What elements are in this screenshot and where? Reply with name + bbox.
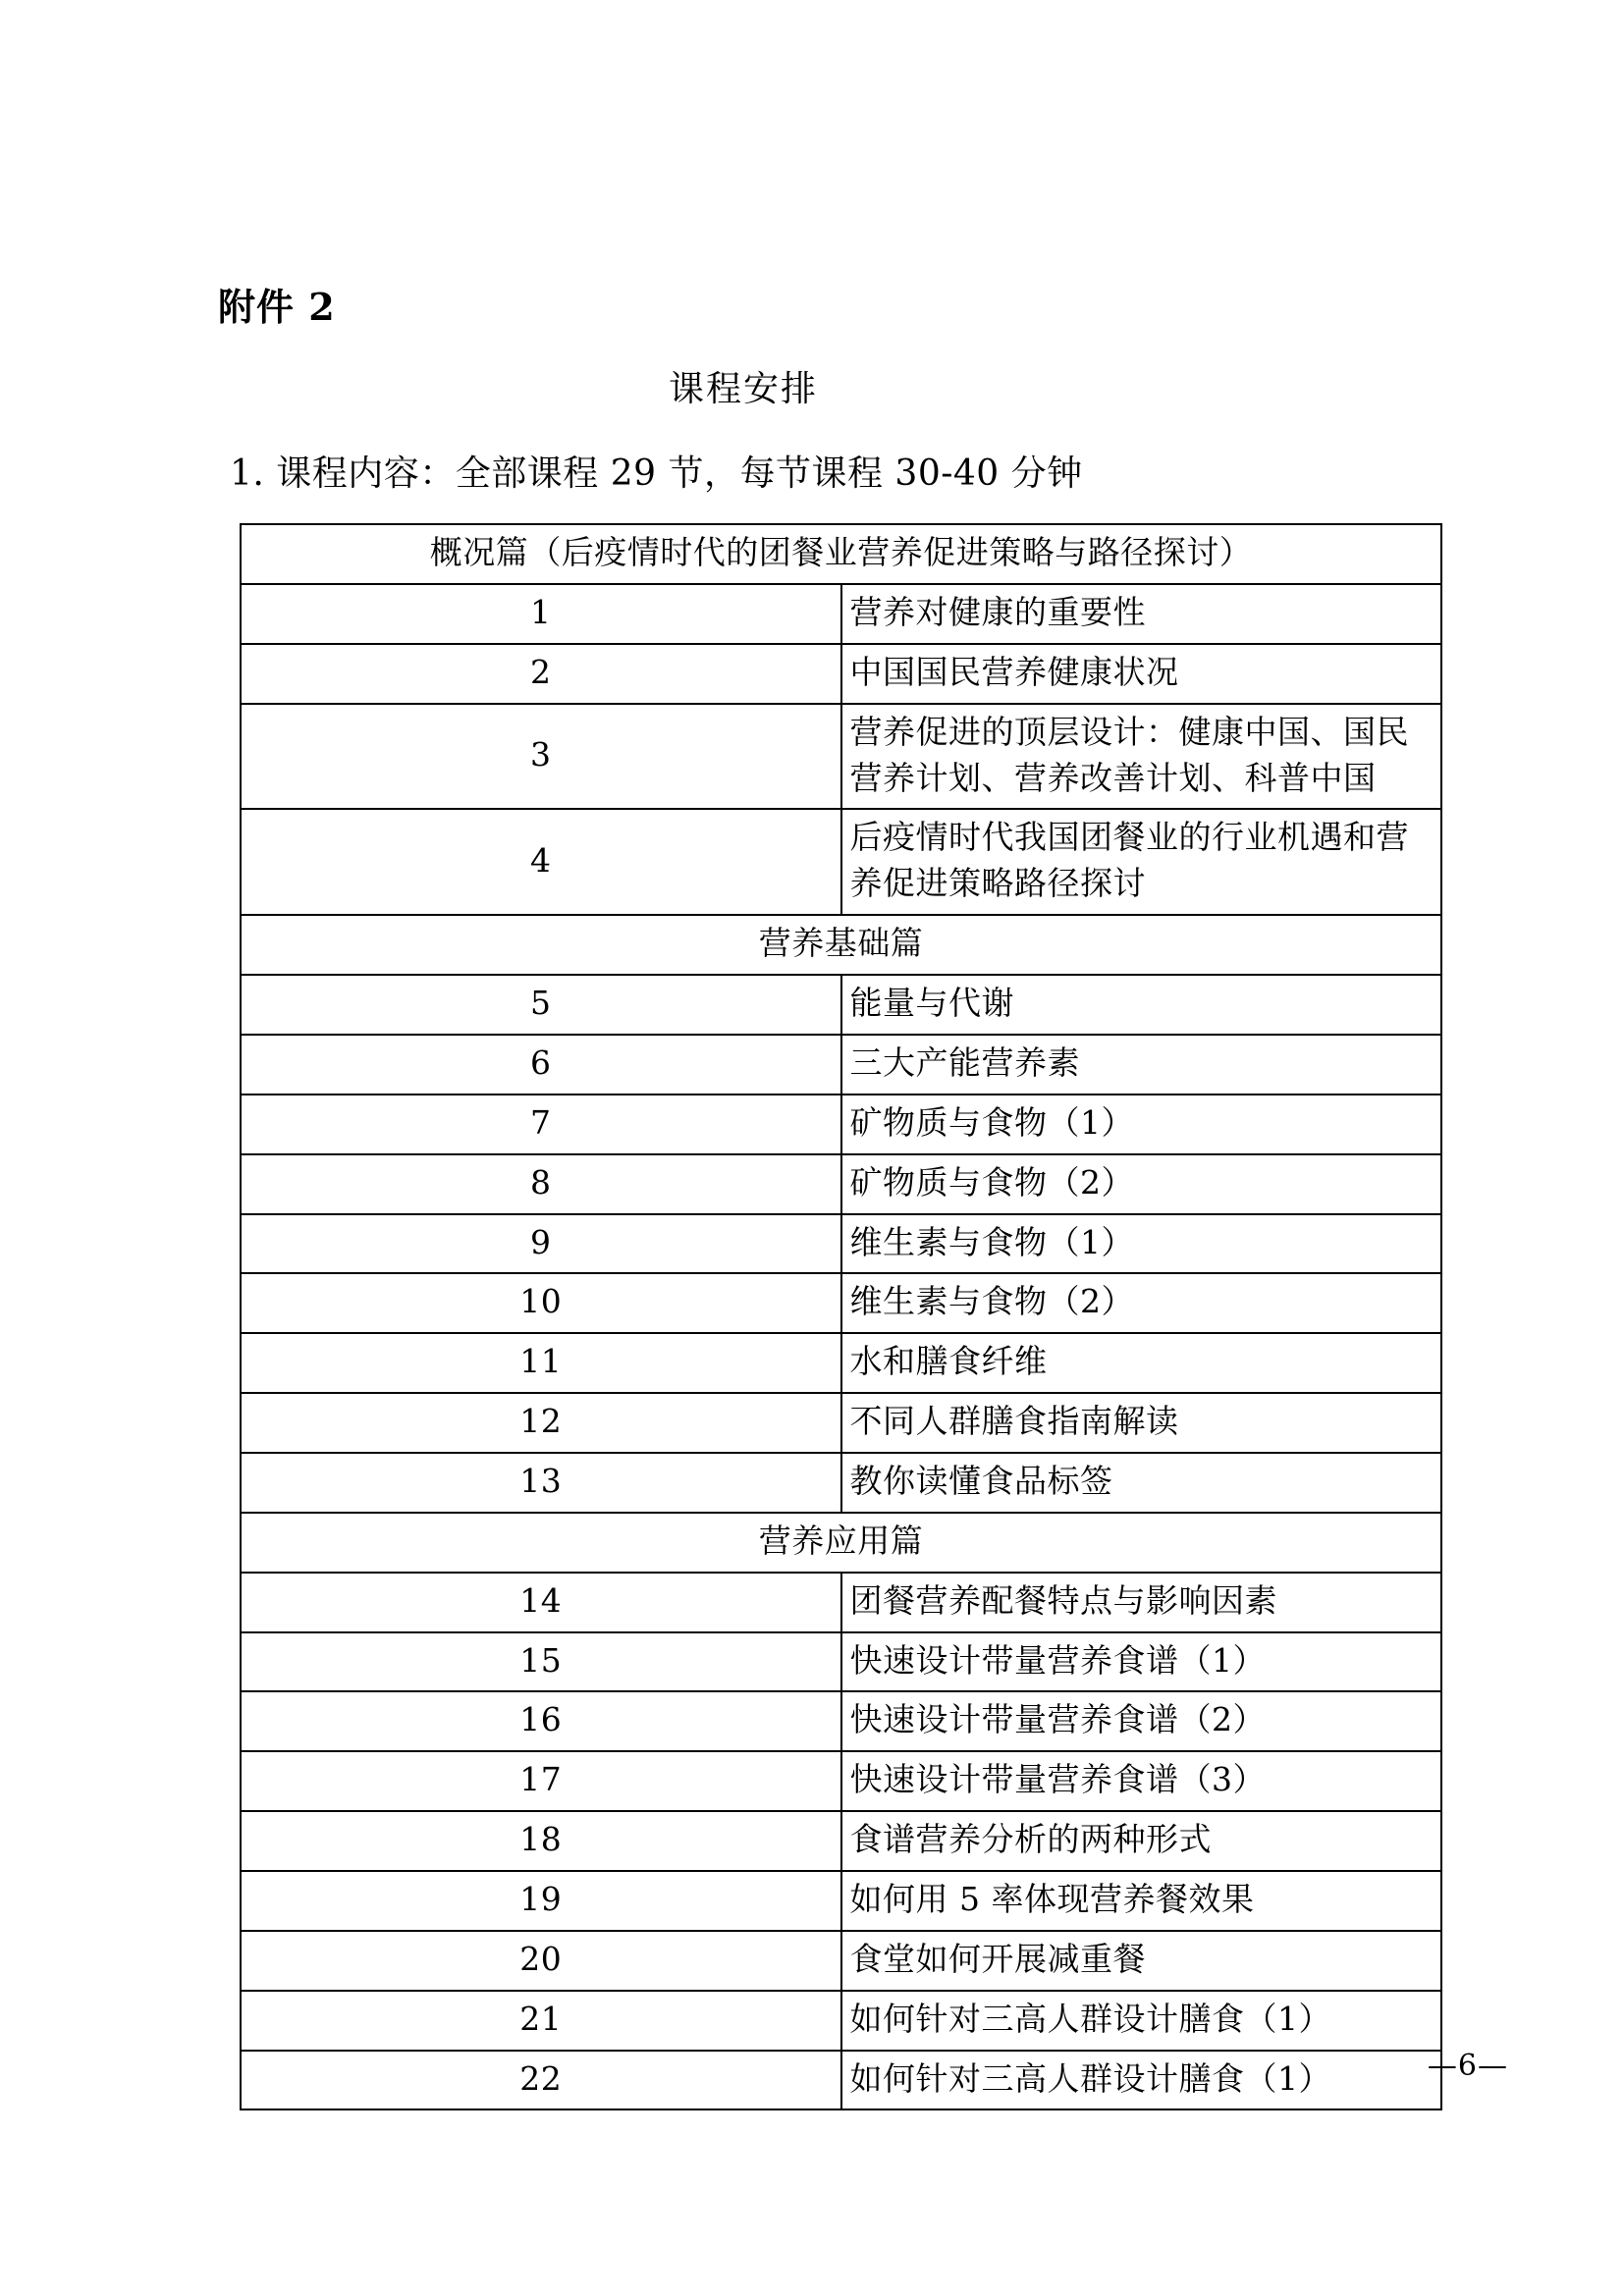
lesson-title-cell: 维生素与食物（1）: [841, 1214, 1442, 1274]
table-row: [241, 1393, 1441, 1453]
lesson-number-cell: 15: [241, 1632, 841, 1692]
section-header-label: 概况篇（后疫情时代的团餐业营养促进策略与路径探讨）: [241, 524, 1441, 584]
table-row: [241, 1333, 1441, 1393]
table-row: [241, 1632, 1441, 1692]
lesson-title-cell: 后疫情时代我国团餐业的行业机遇和营养促进策略路径探讨: [841, 809, 1442, 915]
table-row: [241, 644, 1441, 704]
lesson-title-cell: 水和膳食纤维: [841, 1333, 1442, 1393]
table-row: [241, 1095, 1441, 1154]
table-row: [241, 2051, 1441, 2110]
table-row: [241, 1871, 1441, 1931]
lesson-number-cell: 19: [241, 1871, 841, 1931]
lesson-number-cell: 1: [241, 584, 841, 644]
lesson-title-cell: 矿物质与食物（1）: [841, 1095, 1442, 1154]
course-schedule-table: [240, 523, 1442, 2110]
table-row: [241, 975, 1441, 1035]
lesson-number-cell: 7: [241, 1095, 841, 1154]
lesson-number-cell: 4: [241, 809, 841, 915]
lesson-title-cell: 食谱营养分析的两种形式: [841, 1811, 1442, 1871]
table-row: [241, 1931, 1441, 1991]
lesson-title-cell: 如何针对三高人群设计膳食（1）: [841, 1991, 1442, 2051]
lesson-title-cell: 中国国民营养健康状况: [841, 644, 1442, 704]
lesson-title-cell: 不同人群膳食指南解读: [841, 1393, 1442, 1453]
course-table-body: [241, 524, 1441, 2109]
section-header-label: 营养应用篇: [241, 1513, 1441, 1573]
table-row: [241, 1154, 1441, 1214]
lesson-number-cell: 16: [241, 1691, 841, 1751]
lesson-number-cell: 21: [241, 1991, 841, 2051]
lesson-number-cell: 5: [241, 975, 841, 1035]
section-header-label: 营养基础篇: [241, 915, 1441, 975]
lesson-number-cell: 17: [241, 1751, 841, 1811]
table-section-row: [241, 915, 1441, 975]
table-section-row: [241, 524, 1441, 584]
lesson-title-cell: 矿物质与食物（2）: [841, 1154, 1442, 1214]
lesson-number-cell: 11: [241, 1333, 841, 1393]
table-row: [241, 1035, 1441, 1095]
course-content-intro: 1. 课程内容：全部课程 29 节，每节课程 30-40 分钟: [230, 454, 1083, 495]
lesson-title-cell: 如何用 5 率体现营养餐效果: [841, 1871, 1442, 1931]
lesson-title-cell: 维生素与食物（2）: [841, 1273, 1442, 1333]
table-row: [241, 1691, 1441, 1751]
page-number-footer: —6—: [1427, 2049, 1508, 2083]
lesson-title-cell: 营养促进的顶层设计：健康中国、国民营养计划、营养改善计划、科普中国: [841, 704, 1442, 810]
lesson-number-cell: 18: [241, 1811, 841, 1871]
table-row: [241, 1573, 1441, 1632]
table-row: [241, 809, 1441, 915]
lesson-title-cell: 能量与代谢: [841, 975, 1442, 1035]
lesson-number-cell: 22: [241, 2051, 841, 2110]
lesson-title-cell: 团餐营养配餐特点与影响因素: [841, 1573, 1442, 1632]
lesson-number-cell: 6: [241, 1035, 841, 1095]
lesson-number-cell: 20: [241, 1931, 841, 1991]
table-row: [241, 1751, 1441, 1811]
lesson-title-cell: 快速设计带量营养食谱（3）: [841, 1751, 1442, 1811]
table-row: [241, 1273, 1441, 1333]
lesson-number-cell: 2: [241, 644, 841, 704]
document-body: [218, 0, 1445, 2110]
attachment-label: 附件 2: [218, 285, 336, 329]
lesson-title-cell: 快速设计带量营养食谱（1）: [841, 1632, 1442, 1692]
lesson-number-cell: 3: [241, 704, 841, 810]
table-row: [241, 1811, 1441, 1871]
lesson-title-cell: 教你读懂食品标签: [841, 1453, 1442, 1513]
table-row: [241, 704, 1441, 810]
lesson-title-cell: 快速设计带量营养食谱（2）: [841, 1691, 1442, 1751]
table-row: [241, 1991, 1441, 2051]
table-row: [241, 1214, 1441, 1274]
table-row: [241, 1453, 1441, 1513]
lesson-number-cell: 12: [241, 1393, 841, 1453]
lesson-number-cell: 14: [241, 1573, 841, 1632]
lesson-number-cell: 10: [241, 1273, 841, 1333]
lesson-number-cell: 9: [241, 1214, 841, 1274]
table-section-row: [241, 1513, 1441, 1573]
lesson-number-cell: 13: [241, 1453, 841, 1513]
page-title: 课程安排: [668, 368, 818, 409]
lesson-title-cell: 营养对健康的重要性: [841, 584, 1442, 644]
lesson-title-cell: 三大产能营养素: [841, 1035, 1442, 1095]
table-row: [241, 584, 1441, 644]
lesson-number-cell: 8: [241, 1154, 841, 1214]
lesson-title-cell: 食堂如何开展减重餐: [841, 1931, 1442, 1991]
lesson-title-cell: 如何针对三高人群设计膳食（1）: [841, 2051, 1442, 2110]
